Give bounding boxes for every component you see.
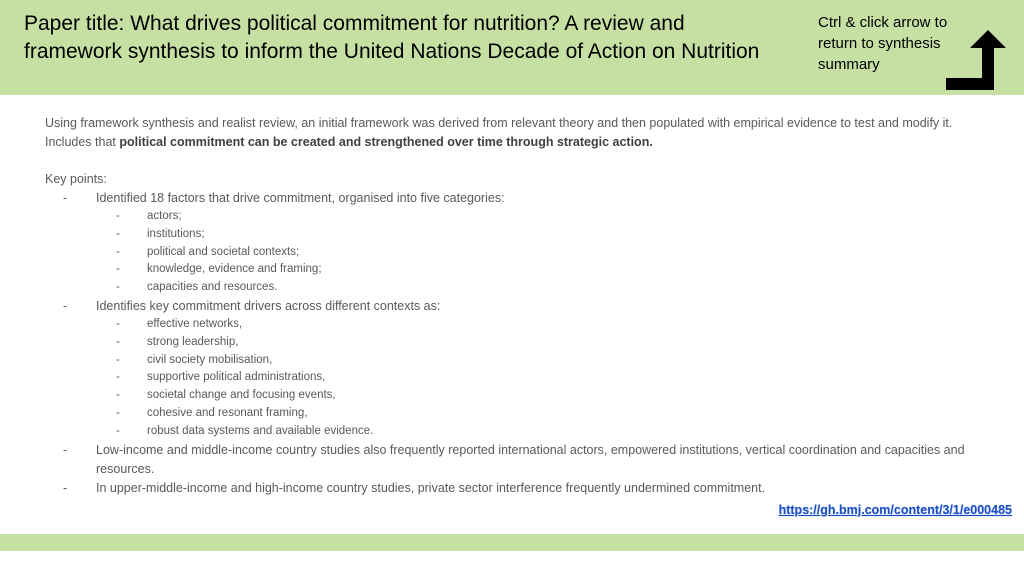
footer-band [0,534,1024,551]
key-point-text: In upper-middle-income and high-income country studies, private sector interference frequently undermined commitment. [96,480,766,495]
source-link[interactable]: https://gh.bmj.com/content/3/1/e000485 [778,503,1012,517]
sub-point: - cohesive and resonant framing, [96,405,975,423]
sub-point: - societal change and focusing events, [96,387,975,405]
sub-point: - effective networks, [96,316,975,334]
key-points [45,170,975,498]
key-points-heading: Key points: [45,172,107,186]
key-point [45,189,975,297]
key-point [45,441,975,479]
intro-bold-text: political commitment can be created and strengthened over time through strategic action. [119,135,653,149]
intro-text: Using framework synthesis and realist review, an initial framework was derived from relevant theory and then populated with empirical evidence to test and modify it. Includes that [45,116,953,149]
intro-paragraph [45,114,975,152]
sub-point: - robust data systems and available evidence. [96,423,975,441]
paper-title: Paper title: What drives political commitment for nutrition? A review and framework synthesis to inform the United Nations Decade of Action on Nutrition [24,12,760,63]
sub-point: - supportive political administrations, [96,369,975,387]
sub-point-list [96,208,975,297]
key-point-text: Low-income and middle-income country studies also frequently reported international actors, empowered institutions, vertical coordination and capacities and resources. [96,442,965,476]
navigation-hint: Ctrl & click arrow to return to synthesis summary [818,14,948,73]
header-banner [0,0,1024,95]
key-point-text: Identifies key commitment drivers across different contexts as: [96,298,441,313]
key-points-list [45,189,975,498]
key-point-text: Identified 18 factors that drive commitment, organised into five categories: [96,191,505,205]
sub-point: - political and societal contexts; [96,244,975,262]
sub-point: - knowledge, evidence and framing; [96,261,975,279]
sub-point: - institutions; [96,226,975,244]
sub-point-list [96,316,975,441]
key-point [45,479,975,498]
sub-point: - actors; [96,208,975,226]
summary-content [45,114,975,498]
key-point [45,297,975,441]
sub-point: - capacities and resources. [96,279,975,297]
sub-point: - civil society mobilisation, [96,352,975,370]
sub-point: - strong leadership, [96,334,975,352]
return-arrow-icon[interactable] [942,30,1010,92]
